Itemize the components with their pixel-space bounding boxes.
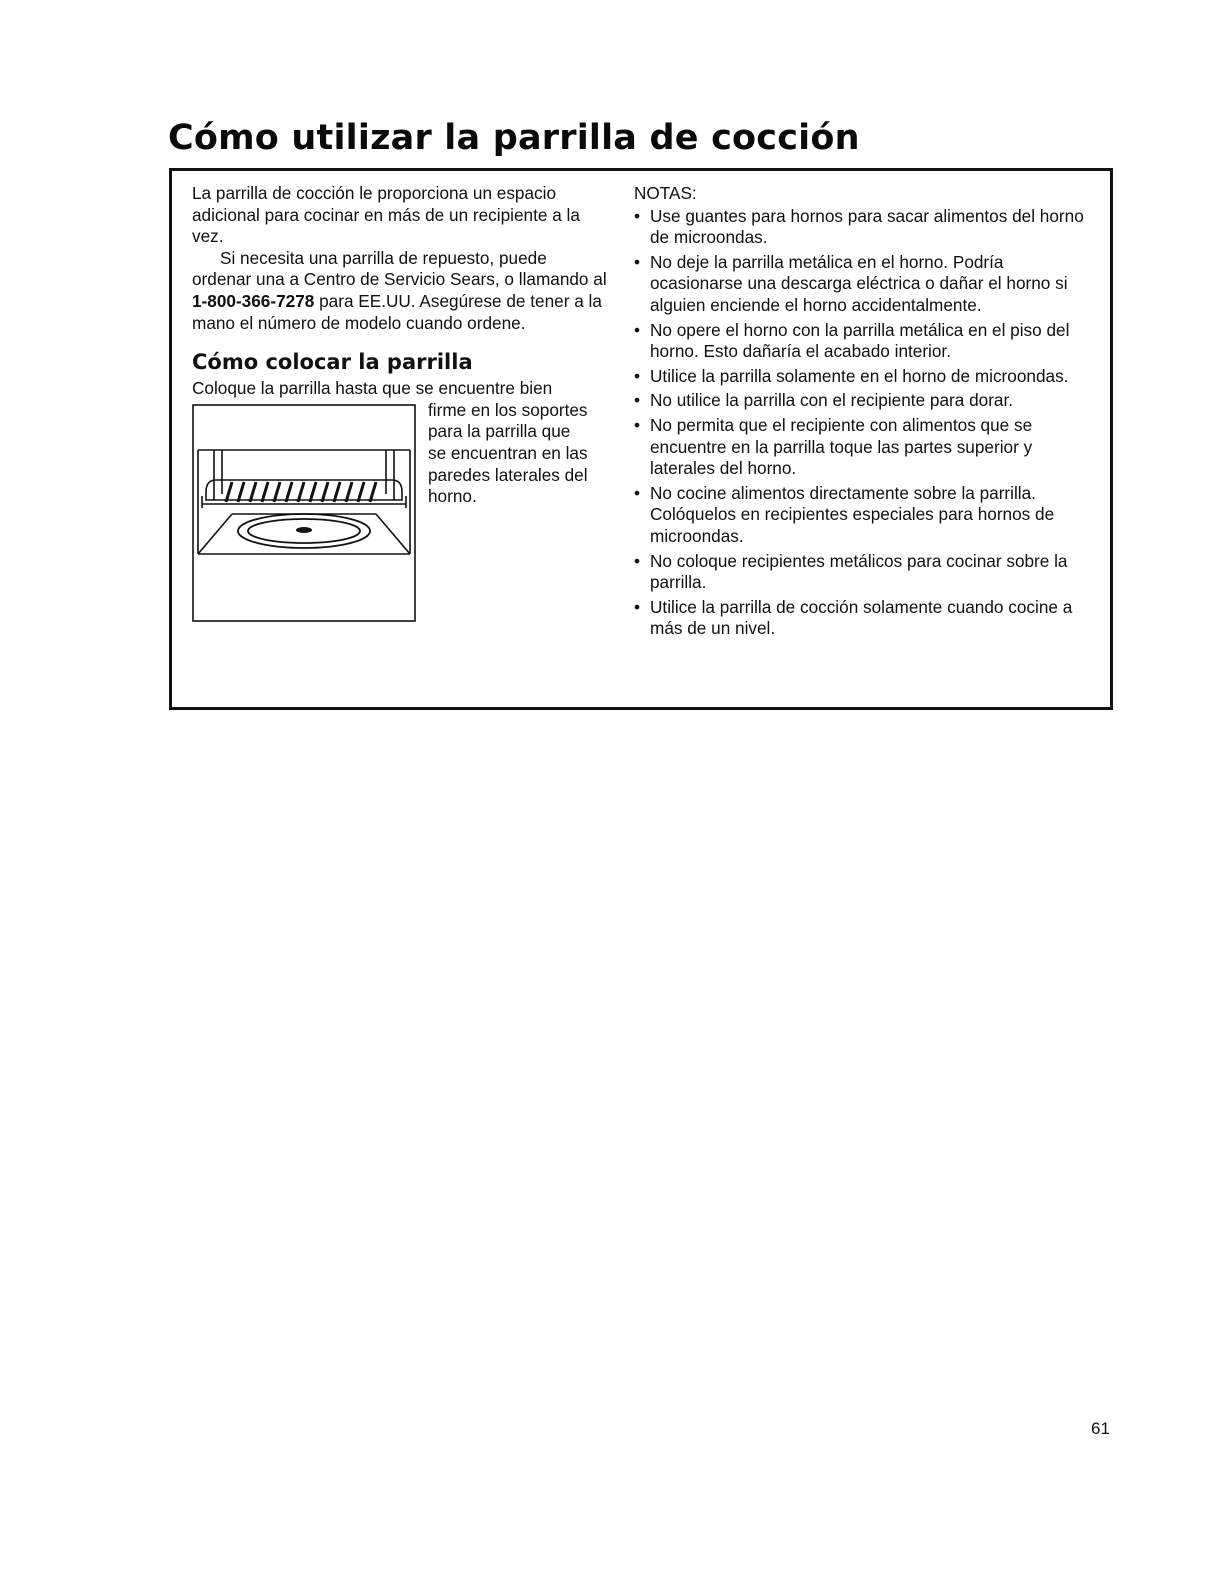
notes-list	[634, 206, 1094, 640]
list-item	[634, 366, 1094, 388]
bullet-icon: •	[634, 482, 641, 503]
page-number: 61	[1091, 1419, 1110, 1438]
bullet-icon: •	[634, 319, 641, 340]
bullet-icon: •	[634, 365, 641, 386]
placement-instructions-start: Coloque la parrilla hasta que se encuentre bien	[192, 378, 553, 399]
replacement-text-end: para EE.UU. Asegúrese de tener a la mano el número de modelo cuando ordene.	[192, 290, 602, 333]
list-item	[634, 206, 1094, 249]
caption-line: se encuentran en las	[428, 442, 588, 463]
bullet-icon: •	[634, 414, 641, 435]
notes-heading: NOTAS:	[634, 183, 697, 203]
caption-line: para la parrilla que	[428, 421, 571, 442]
page-title: Cómo utilizar la parrilla de cocción	[168, 118, 860, 158]
list-item	[634, 252, 1094, 317]
replacement-paragraph	[192, 248, 607, 334]
placement-instructions-continued	[428, 400, 618, 508]
oven-rack-illustration	[192, 404, 416, 622]
list-item	[634, 390, 1094, 412]
list-item	[634, 415, 1094, 480]
note-text: No permita que el recipiente con alimentos que se encuentre en la parrilla toque las partes superior y laterales del horno.	[650, 414, 1033, 479]
section-heading: Cómo colocar la parrilla	[192, 350, 473, 375]
intro-paragraph: La parrilla de cocción le proporciona un espacio adicional para cocinar en más de un recipiente a la vez.	[192, 183, 580, 247]
bullet-icon: •	[634, 550, 641, 571]
bullet-icon: •	[634, 390, 641, 411]
note-text: Use guantes para hornos para sacar alimentos del horno de microondas.	[650, 205, 1084, 248]
list-item	[634, 551, 1094, 594]
bullet-icon: •	[634, 596, 641, 617]
note-text: No cocine alimentos directamente sobre la parrilla. Colóquelos en recipientes especiales para hornos de microondas.	[650, 482, 1055, 546]
note-text: No deje la parrilla metálica en el horno. Podría ocasionarse una descarga eléctrica o dañar el horno si alguien enciende el horno accidentalmente.	[650, 251, 1068, 315]
list-item	[634, 597, 1094, 640]
replacement-text-start: Si necesita una parrilla de repuesto, puede ordenar una a Centro de Servicio Sears, o llamando al	[192, 247, 607, 290]
notes-column	[634, 183, 1094, 643]
note-text: No utilice la parrilla con el recipiente para dorar.	[650, 390, 1014, 411]
bullet-icon: •	[634, 205, 641, 226]
caption-line: paredes laterales del	[428, 464, 588, 485]
left-column	[192, 183, 607, 620]
list-item	[634, 483, 1094, 548]
caption-line: horno.	[428, 486, 477, 507]
note-text: No coloque recipientes metálicos para cocinar sobre la parrilla.	[650, 550, 1068, 593]
figure-row	[192, 400, 607, 620]
caption-line: firme en los soportes	[428, 399, 588, 420]
note-text: Utilice la parrilla solamente en el horno de microondas.	[650, 365, 1069, 386]
bullet-icon: •	[634, 251, 641, 272]
phone-number: 1-800-366-7278	[192, 290, 315, 311]
content-box	[169, 168, 1113, 710]
list-item	[634, 320, 1094, 363]
note-text: No opere el horno con la parrilla metálica en el piso del horno. Esto dañaría el acabado interior.	[650, 319, 1070, 362]
note-text: Utilice la parrilla de cocción solamente cuando cocine a más de un nivel.	[650, 596, 1073, 639]
